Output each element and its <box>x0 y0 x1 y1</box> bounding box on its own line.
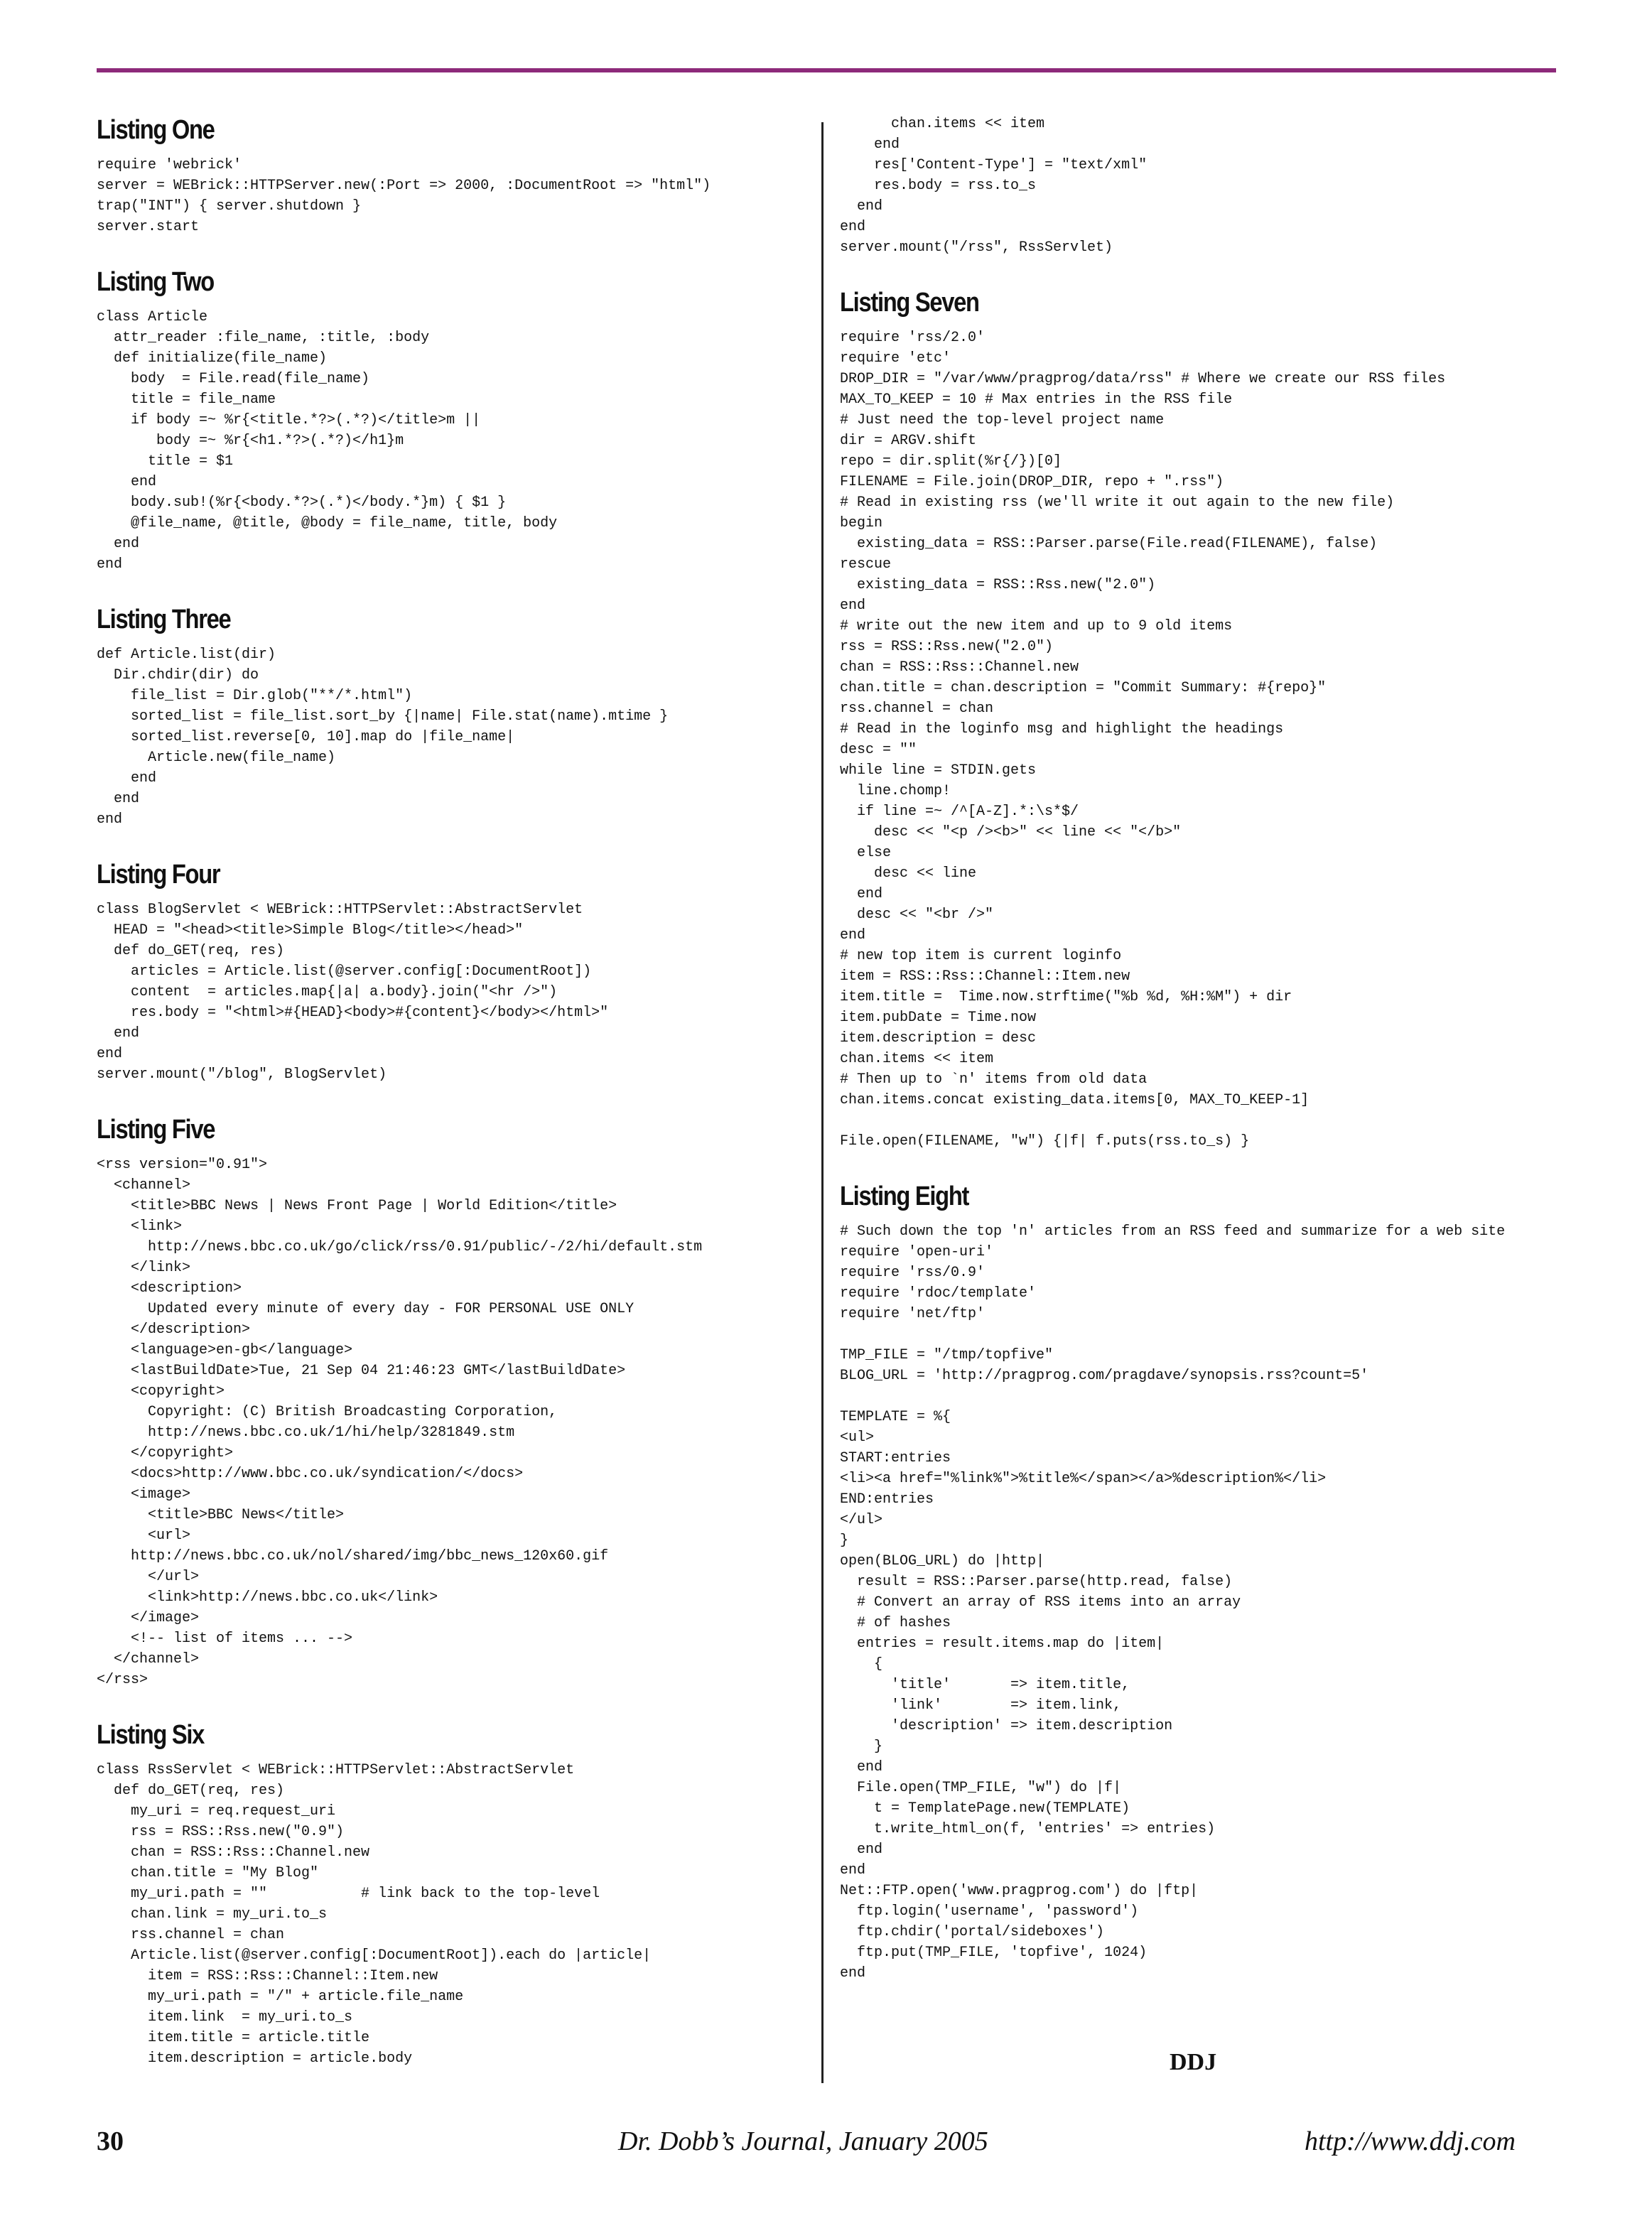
listing-code: class BlogServlet < WEBrick::HTTPServlet::AbstractServlet HEAD = "<head><title>Simple Blog</title></head>" def do_GET(req, res) articles = Article.list(@server.config[:DocumentRoot]) content = articles.map{|a| a.body}.join("<hr />") res.body = "<html>#{HEAD}<body>#{content}</body></html>" end end server.mount("/blog", BlogServlet) <box>97 902 609 1083</box>
left-column <box>97 114 807 2097</box>
listing-six-continued <box>840 114 1550 258</box>
end-mark: DDJ <box>1170 2049 1217 2075</box>
listing-code: class RssServlet < WEBrick::HTTPServlet::AbstractServlet def do_GET(req, res) my_uri = req.request_uri rss = RSS::Rss.new("0.9") chan = RSS::Rss::Channel.new chan.title = "My Blog" my_uri.path = "" # link back to the top-level chan.link = my_uri.to_s rss.channel = chan Article.list(@server.config[:DocumentRoot]).each do |article| item = RSS::Rss::Channel::Item.new my_uri.path = "/" + article.file_name item.link = my_uri.to_s item.title = article.title item.description = article.body <box>97 1762 652 2067</box>
listing-code: # Such down the top 'n' articles from an RSS feed and summarize for a web site require 'open-uri' require 'rss/0.9' require 'rdoc/template' require 'net/ftp' TMP_FILE = "/tmp/topfive" BLOG_URL = 'http://pragprog.com/pragdave/synopsis.rss?count=5' TEMPLATE = %{ <ul> START:entries <li><a href="%link%">%title%</span></a>%description%</li> END:entries </ul> } open(BLOG_URL) do |http| result = RSS::Parser.parse(http.read, false) # Convert an array of RSS items into an array # of hashes entries = result.items.map do |item| { 'title' => item.title, 'link' => item.link, 'description' => item.description } end File.open(TMP_FILE, "w") do |f| t = TemplatePage.new(TEMPLATE) t.write_html_on(f, 'entries' => entries) end end Net::FTP.open('www.pragprog.com') do |ftp| ftp.login('username', 'password') ftp.chdir('portal/sideboxes') ftp.put(TMP_FILE, 'topfive', 1024) end <box>840 1223 1506 1982</box>
listing-code: require 'rss/2.0' require 'etc' DROP_DIR = "/var/www/pragprog/data/rss" # Where we create our RSS files MAX_TO_KEEP = 10 # Max entries in the RSS file # Just need the top-level project name dir = ARGV.shift repo = dir.split(%r{/})[0] FILENAME = File.join(DROP_DIR, repo + ".rss") # Read in existing rss (we'll write it out again to the new file) begin existing_data = RSS::Parser.parse(File.read(FILENAME), false) rescue existing_data = RSS::Rss.new("2.0") end # write out the new item and up to 9 old items rss = RSS::Rss.new("2.0") chan = RSS::Rss::Channel.new chan.title = chan.description = "Commit Summary: #{repo}" rss.channel = chan # Read in the loginfo msg and highlight the headings desc = "" while line = STDIN.gets line.chomp! if line =~ /^[A-Z].*:\s*$/ desc << "<p /><b>" << line << "</b>" else desc << line end desc << "<br />" end # new top item is current loginfo item = RSS::Rss::Channel::Item.new item.title = Time.now.strftime("%b %d, %H:%M") + dir item.pubDate = Time.now item.description = desc chan.items << item # Then up to `n' items from old data chan.items.concat existing_data.items[0, MAX_TO_KEEP-1] File.open(FILENAME, "w") {|f| f.puts(rss.to_s) } <box>840 330 1446 1150</box>
listing-four <box>97 858 807 1085</box>
listing-title: Listing Eight <box>840 1182 969 1211</box>
listing-eight <box>840 1180 1550 1984</box>
journal-title: Dr. Dobb’s Journal, January 2005 <box>618 2126 988 2156</box>
right-column <box>840 114 1550 2012</box>
listing-code: chan.items << item end res['Content-Type'] = "text/xml" res.body = rss.to_s end end server.mount("/rss", RssServlet) <box>840 116 1148 256</box>
listing-five <box>97 1113 807 1690</box>
listing-six <box>97 1719 807 2069</box>
listing-seven <box>840 286 1550 1152</box>
listing-three <box>97 603 807 830</box>
listing-title: Listing Five <box>97 1115 215 1145</box>
listing-title: Listing Three <box>97 605 231 634</box>
listing-title: Listing Four <box>97 860 220 890</box>
listing-title: Listing Six <box>97 1720 205 1750</box>
header-rule <box>97 68 1556 72</box>
listing-title: Listing One <box>97 115 215 145</box>
listing-code: <rss version="0.91"> <channel> <title>BBC News | News Front Page | World Edition</title> <link> http://news.bbc.co.uk/go/click/rss/0.91/public/-/2/hi/default.stm </link> <description> Updated every minute of every day - FOR PERSONAL USE ONLY </description> <language>en-gb</language> <lastBuildDate>Tue, 21 Sep 04 21:46:23 GMT</lastBuildDate> <copyright> Copyright: (C) British Broadcasting Corporation, http://news.bbc.co.uk/1/hi/help/3281849.stm </copyright> <docs>http://www.bbc.co.uk/syndication/</docs> <image> <title>BBC News</title> <url> http://news.bbc.co.uk/nol/shared/img/bbc_news_120x60.gif </url> <link>http://news.bbc.co.uk</link> </image> <!-- list of items ... --> </channel> </rss> <box>97 1157 703 1688</box>
page-number: 30 <box>97 2126 124 2156</box>
listing-two <box>97 266 807 575</box>
listing-title: Listing Two <box>97 267 214 297</box>
listing-code: def Article.list(dir) Dir.chdir(dir) do file_list = Dir.glob("**/*.html") sorted_list = file_list.sort_by {|name| File.stat(name).mtime } sorted_list.reverse[0, 10].map do |file_name| Article.new(file_name) end end end <box>97 647 669 828</box>
journal-url: http://www.ddj.com <box>1305 2126 1516 2156</box>
column-divider <box>821 122 824 2083</box>
listing-title: Listing Seven <box>840 288 979 318</box>
listing-code: class Article attr_reader :file_name, :title, :body def initialize(file_name) body = File.read(file_name) title = file_name if body =~ %r{<title.*?>(.*?)</title>m || body =~ %r{<h1.*?>(.*?)</h1}m title = $1 end body.sub!(%r{<body.*?>(.*)</body.*}m) { $1 } @file_name, @title, @body = file_name, title, body end end <box>97 309 558 573</box>
listing-one <box>97 114 807 237</box>
listing-code: require 'webrick' server = WEBrick::HTTPServer.new(:Port => 2000, :DocumentRoot => "html") trap("INT") { server.shutdown } server.start <box>97 157 711 235</box>
